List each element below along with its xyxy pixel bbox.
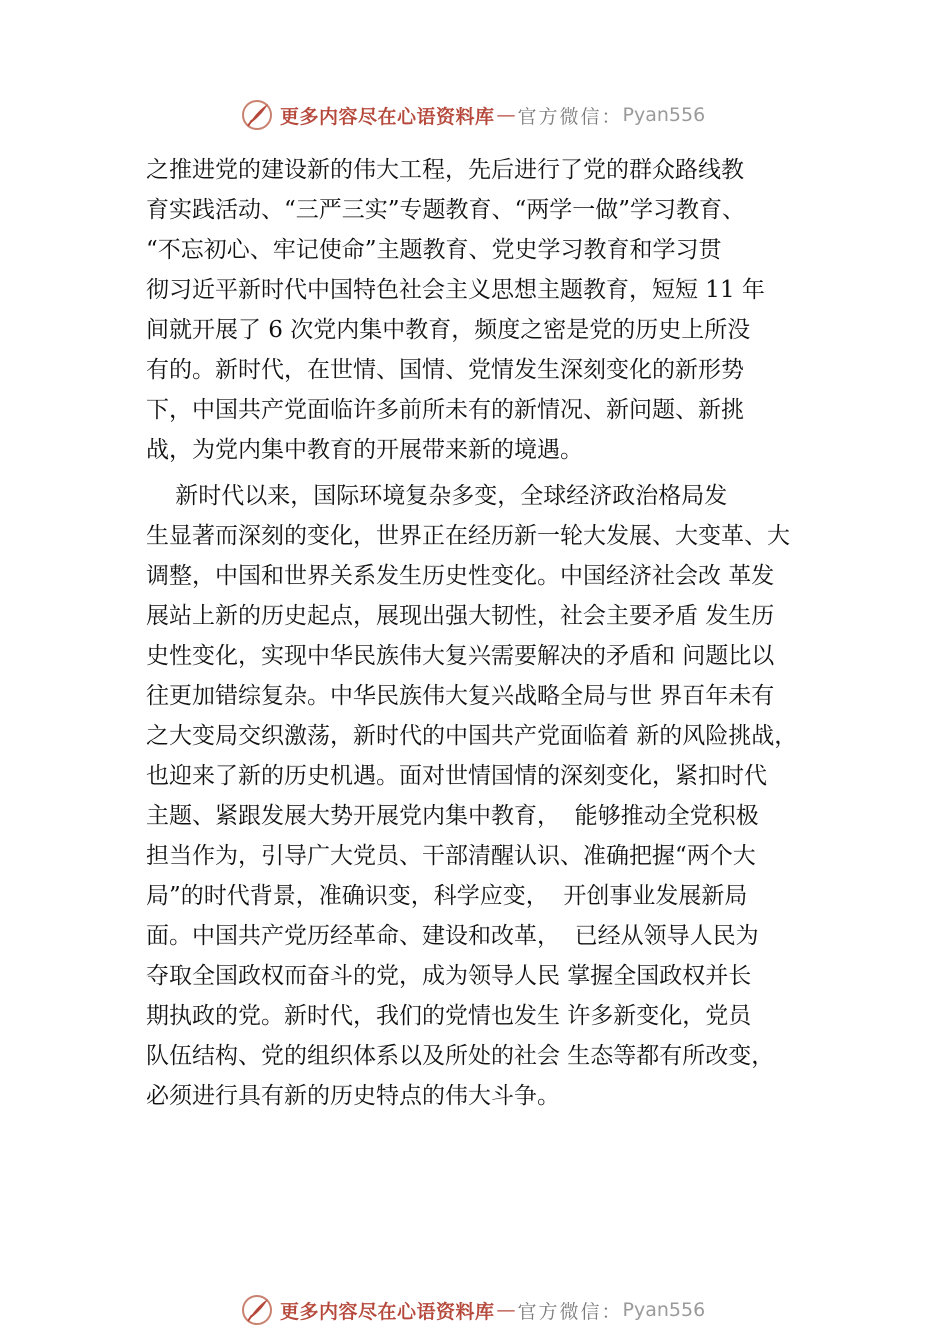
text-line: “不忘初心、牢记使命”主题教育、党史学习教育和学习贯 <box>146 237 722 263</box>
text-line: 必须进行具有新的历史特点的伟大斗争。 <box>146 1083 560 1109</box>
paragraph-2 <box>146 476 846 1116</box>
watermark-dash: — <box>496 104 516 126</box>
text-line: 间就开展了 6 次党内集中教育，频度之密是党的历史上所没 <box>146 317 751 343</box>
text-line: 往更加错综复杂。中华民族伟大复兴战略全局与世 界百年未有 <box>146 683 775 709</box>
text-line: 队伍结构、党的组织体系以及所处的社会 生态等都有所改变， <box>146 1043 775 1069</box>
text-line: 展站上新的历史起点，展现出强大韧性，社会主要矛盾 发生历 <box>146 603 775 629</box>
text-line: 局”的时代背景，准确识变，科学应变， 开创事业发展新局 <box>146 883 748 909</box>
text-line: 生显著而深刻的变化，世界正在经历新一轮大发展、大变革、大 <box>146 523 790 549</box>
text-line: 之推进党的建设新的伟大工程，先后进行了党的群众路线教 <box>146 157 744 183</box>
text-line: 担当作为，引导广大党员、干部清醒认识、准确把握“两个大 <box>146 843 756 869</box>
watermark-wechat-id: Pyan556 <box>622 104 706 126</box>
watermark-site-name: 更多内容尽在心语资料库 <box>280 1300 495 1323</box>
text-line: 期执政的党。新时代，我们的党情也发生 许多新变化，党员 <box>146 1003 752 1029</box>
header-watermark <box>240 95 760 135</box>
text-line: 彻习近平新时代中国特色社会主义思想主题教育，短短 11 年 <box>146 277 765 303</box>
text-line: 也迎来了新的历史机遇。面对世情国情的深刻变化，紧扣时代 <box>146 763 767 789</box>
quill-logo-icon <box>240 98 274 132</box>
watermark-dash: — <box>496 1299 516 1321</box>
text-line: 史性变化，实现中华民族伟大复兴需要解决的矛盾和 问题比以 <box>146 643 775 669</box>
quill-logo-icon <box>240 1293 274 1327</box>
text-line: 有的。新时代，在世情、国情、党情发生深刻变化的新形势 <box>146 357 744 383</box>
text-line: 面。中国共产党历经革命、建设和改革， 已经从领导人民为 <box>146 923 759 949</box>
text-line: 夺取全国政权而奋斗的党，成为领导人民 掌握全国政权并长 <box>146 963 752 989</box>
footer-watermark <box>240 1290 760 1330</box>
paragraph-1 <box>146 150 846 470</box>
text-line: 主题、紧跟发展大势开展党内集中教育， 能够推动全党积极 <box>146 803 759 829</box>
watermark-wechat-label: 官方微信： <box>517 1300 623 1323</box>
watermark-site-name: 更多内容尽在心语资料库 <box>280 105 495 128</box>
text-line: 之大变局交织激荡，新时代的中国共产党面临着 新的风险挑战， <box>146 723 798 749</box>
text-line: 调整，中国和世界关系发生历史性变化。中国经济社会改 革发 <box>146 563 775 589</box>
watermark-wechat-label: 官方微信： <box>517 105 623 128</box>
watermark-wechat-id: Pyan556 <box>622 1299 706 1321</box>
text-line: 育实践活动、“三严三实”专题教育、“两学一做”学习教育、 <box>146 197 746 223</box>
document-body <box>146 150 846 1116</box>
text-line: 战，为党内集中教育的开展带来新的境遇。 <box>146 437 583 463</box>
text-line: 下，中国共产党面临许多前所未有的新情况、新问题、新挑 <box>146 397 744 423</box>
text-line: 新时代以来，国际环境复杂多变，全球经济政治格局发 <box>146 483 728 509</box>
